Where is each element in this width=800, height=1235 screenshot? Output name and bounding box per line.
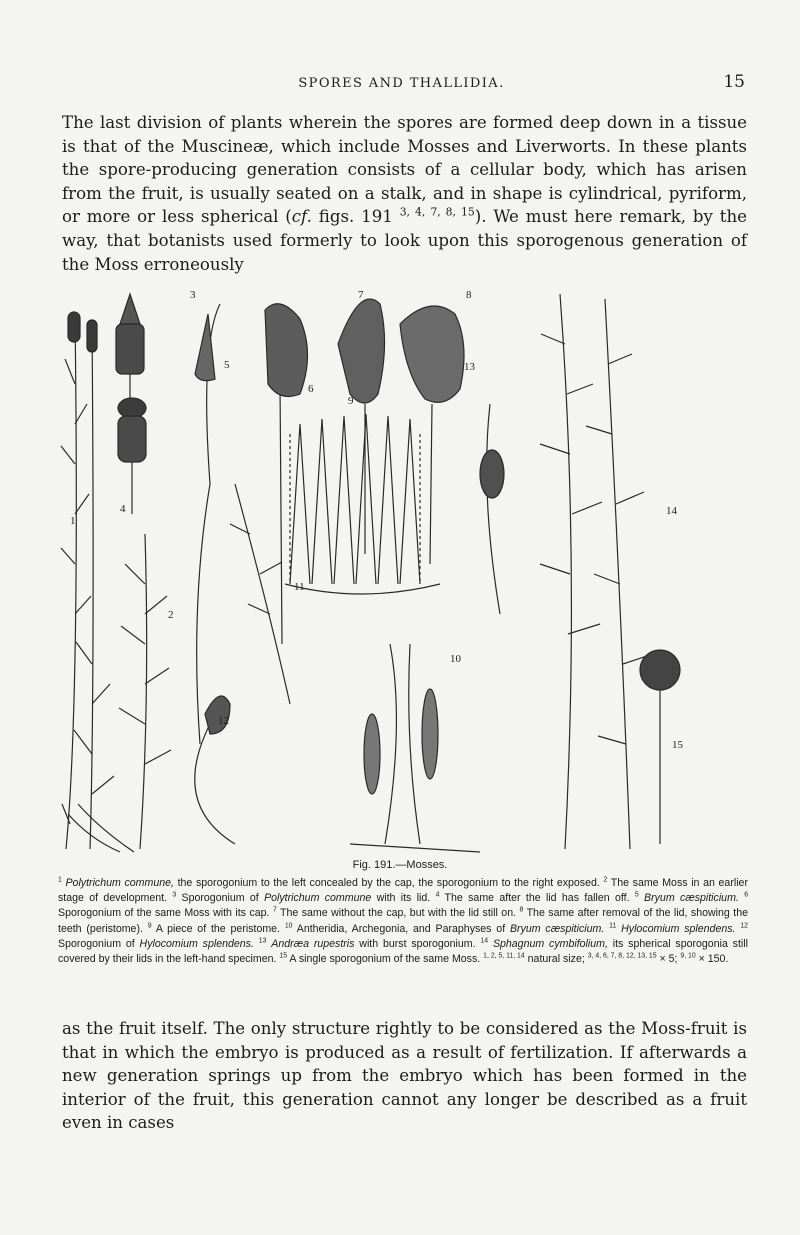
moss-illustration	[60, 284, 700, 854]
fig-label-15: 15	[672, 739, 683, 751]
capsule-7-8	[338, 299, 464, 564]
figure-footnote: $^1$ Polytrichum commune, the sporogonium to the left concealed by the cap, the sporogonium to the right exposed. $^2$ The same Moss in an earlier stage of development. $^3$ Sporogonium of Polytrichum commune with its lid. $^4$ The same after the lid has fallen off. $^5$ Bryum cæspiticium. $^6$ Sporogonium of the same Moss with its cap. $^7$ The same without the cap, but with the lid still on. $^8$ The same after removal of the lid, showing the teeth (peristome). $^9$ A piece of the peristome. $^{10}$ Antheridia, Archegonia, and Paraphyses of Bryum cæspiticium. $^{11}$ Hylocomium splendens. $^{12}$ Sporogonium of Hylocomium splendens. $^{13}$ Andræa rupestris with burst sporogonium. $^{14}$ Sphagnum cymbifolium, its spherical sporogonia still covered by their lids in the left-hand specimen. $^{15}$ A single sporogonium of the same Moss. $^{1, 2, 5, 11, 14}$ natural size; $^{3, 4, 6, 7, 8, 12, 13, 15}$ × 5; $^{9, 10}$ × 150.	[58, 876, 749, 966]
andraea-13	[480, 404, 504, 614]
cf-abbreviation: cf.	[291, 207, 312, 227]
polytrichum-plant	[61, 312, 134, 852]
sphagnum-14-15	[540, 294, 680, 849]
page-header	[58, 72, 745, 96]
fig-label-13: 13	[464, 361, 475, 373]
fig-label-8: 8	[466, 289, 472, 301]
fig-label-3: 3	[190, 289, 196, 301]
fig-label-5: 5	[224, 359, 230, 371]
fig-label-6: 6	[308, 383, 314, 395]
antheridia-10	[350, 644, 480, 852]
plant-2	[119, 534, 171, 849]
fig-label-10: 10	[450, 653, 461, 665]
sporogonium-5-6	[195, 304, 308, 744]
fig-label-4: 4	[120, 503, 126, 515]
body-paragraph-1: The last division of plants wherein the spores are formed deep down in a tissue is that of the Muscineæ, which include Mosses and Liverworts. In these plants the spore-producing generation consists of a cellular body, which has arisen from the fruit, is usually seated on a stalk, and in shape is cylindrical, pyriform, or more or less spherical (cf. figs. 191 $^{3, 4, 7, 8, 15}$). We must here remark, by the way, that botanists used formerly to look upon this sporogenous generation of the Moss erroneously	[62, 113, 747, 274]
fig-label-14: 14	[666, 505, 677, 517]
fig-label-2: 2	[168, 609, 174, 621]
page-number: 15	[723, 72, 745, 92]
sporogonium-3-4	[116, 294, 146, 514]
figure-refs: 3, 4, 7, 8, 15	[399, 205, 475, 219]
fig-label-9: 9	[348, 395, 354, 407]
fig-label-12: 12	[218, 715, 229, 727]
fig-label-11: 11	[294, 581, 305, 593]
peristome-9	[285, 414, 440, 594]
figure-caption: Fig. 191.—Mosses.	[352, 859, 448, 871]
hylocomium-11-12	[195, 484, 290, 844]
fig-label-7: 7	[358, 289, 364, 301]
body-paragraph-2: as the fruit itself. The only structure rightly to be considered as the Moss-fruit is that in which the embryo is produced as a result of fertilization. If afterwards a new generation springs up from the embryo which has been formed in the interior of the fruit, this generation cannot any longer be described as a fruit even in cases	[62, 1019, 747, 1133]
running-head: SPORES AND THALLIDIA.	[298, 76, 505, 91]
fig-label-1: 1	[70, 515, 76, 527]
